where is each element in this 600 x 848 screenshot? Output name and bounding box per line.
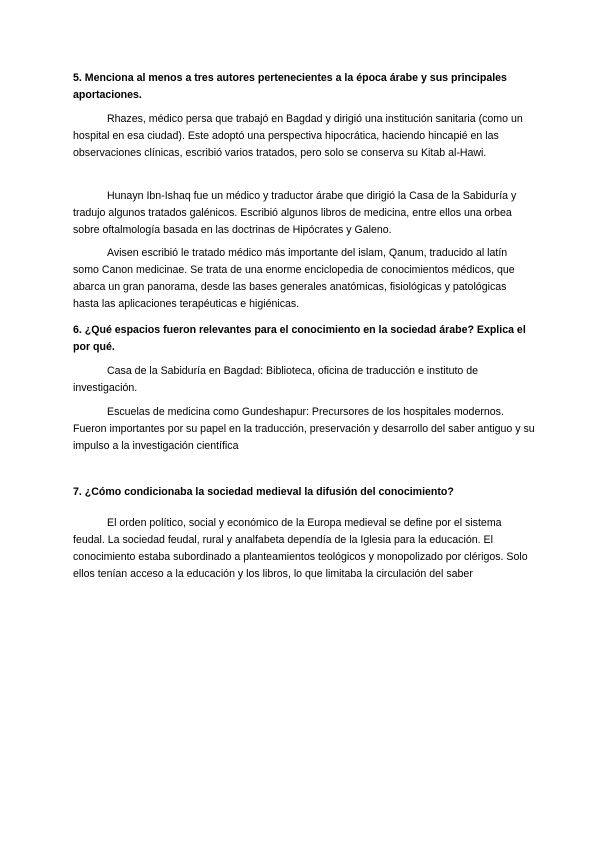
q6-paragraph-casa-sabiduria: Casa de la Sabiduría en Bagdad: Biblioteca, oficina de traducción e instituto de investigación. <box>73 365 479 394</box>
question-6-title: 6. ¿Qué espacios fueron relevantes para el conocimiento en la sociedad árabe? Explica el por qué. <box>73 324 526 353</box>
q6-paragraph-escuelas: Escuelas de medicina como Gundeshapur: Precursores de los hospitales modernos. Fueron importantes por su papel en la traducción, preservación y desarrollo del saber antiguo y su impulso a la investigación científica <box>73 406 535 452</box>
question-5-title: 5. Menciona al menos a tres autores pertenecientes a la época árabe y sus principales aportaciones. <box>73 72 507 101</box>
q5-paragraph-rhazes: Rhazes, médico persa que trabajó en Bagdad y dirigió una institución sanitaria (como un hospital en esa ciudad). Este adoptó una perspectiva hipocrática, haciendo hincapié en las observaciones clínicas, escribió varios tratados, pero solo se conserva su Kitab al-Hawi. <box>73 113 523 159</box>
q5-paragraph-avisen: Avisen escribió le tratado médico más importante del islam, Qanum, traducido al latín somo Canon medicinae. Se trata de una enorme enciclopedia de conocimientos médicos, que abarca un gran panorama, desde las bases generales anatómicas, fisiológicas y patológicas hasta las aplicaciones terapéuticas e higiénicas. <box>73 247 515 310</box>
q5-paragraph-hunayn: Hunayn Ibn-Ishaq fue un médico y traductor árabe que dirigió la Casa de la Sabiduría y tradujo algunos tratados galénicos. Escribió algunos libros de medicina, entre ellos una orbea sobre oftalmología basada en las doctrinas de Hipócrates y Galeno. <box>73 190 517 236</box>
question-7-title: 7. ¿Cómo condicionaba la sociedad medieval la difusión del conocimiento? <box>73 486 454 498</box>
q7-paragraph-orden-feudal: El orden político, social y económico de la Europa medieval se define por el sistema feudal. La sociedad feudal, rural y analfabeta dependía de la Iglesia para la educación. El conocimiento estaba subordinado a planteamientos teológicos y monopolizado por clérigos. Solo ellos tenían acceso a la educación y los libros, lo que limitaba la circulación del saber <box>73 517 528 580</box>
